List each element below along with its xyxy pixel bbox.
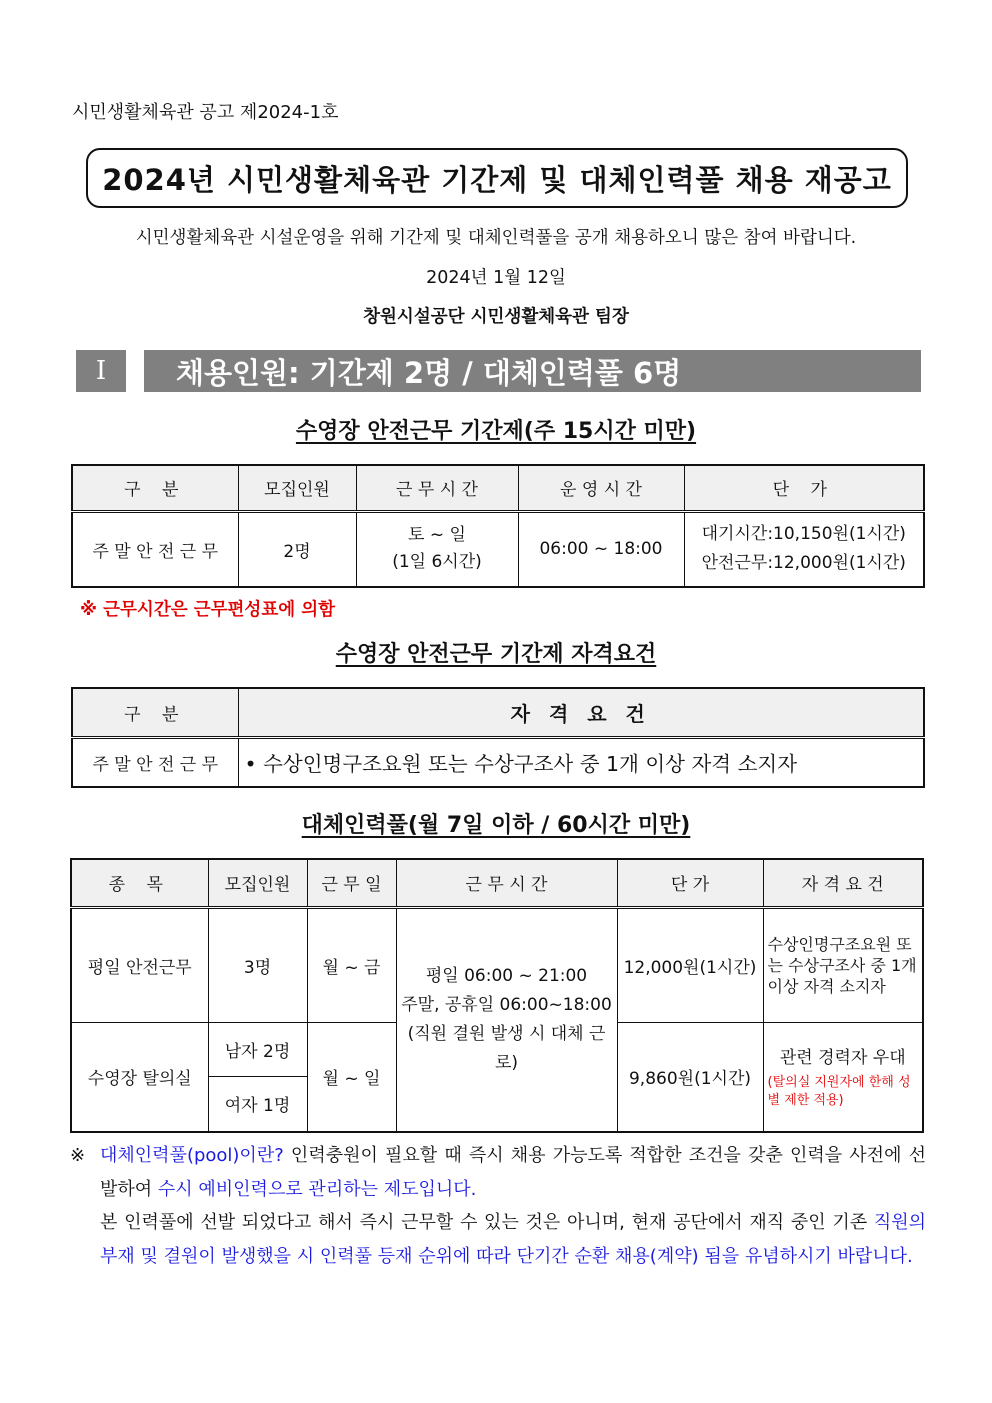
work-time-line: 주말, 공휴일 06:00~18:00 bbox=[401, 994, 612, 1015]
section-number: Ⅰ bbox=[76, 350, 126, 392]
work-time-line: 평일 06:00 ~ 21:00 bbox=[425, 965, 588, 986]
count-cell: 3명 bbox=[208, 907, 307, 1022]
requirement-cell: • 수상인명구조요원 또는 수상구조사 중 1개 이상 자격 소지자 bbox=[238, 737, 924, 787]
col-header: 모집인원 bbox=[208, 859, 307, 907]
notice-date: 2024년 1월 12일 bbox=[426, 268, 566, 288]
col-header: 구 분 bbox=[72, 688, 238, 737]
col-header: 모집인원 bbox=[238, 465, 356, 511]
col-header: 자 격 요 건 bbox=[763, 859, 923, 907]
category-cell: 주 말 안 전 근 무 bbox=[72, 511, 238, 587]
intro-text: 시민생활체육관 시설운영을 위해 기간제 및 대체인력풀을 공개 채용하오니 많은 참여 바랍니다. bbox=[135, 228, 857, 248]
work-schedule-note: ※ 근무시간은 근무편성표에 의함 bbox=[80, 600, 336, 620]
price-cell: 9,860원(1시간) bbox=[617, 1022, 763, 1132]
days-cell: 월 ~ 일 bbox=[307, 1022, 396, 1132]
days-cell: 월 ~ 금 bbox=[307, 907, 396, 1022]
table3-heading: 대체인력풀(월 7일 이하 / 60시간 미만) bbox=[301, 813, 691, 838]
price-cell bbox=[684, 511, 924, 587]
work-time-line: (1일 6시간) bbox=[392, 552, 482, 573]
table2-heading: 수영장 안전근무 기간제 자격요건 bbox=[335, 642, 657, 667]
price-cell: 12,000원(1시간) bbox=[617, 907, 763, 1022]
section-title: 채용인원: 기간제 2명 / 대체인력풀 6명 bbox=[144, 350, 921, 392]
requirement-cell bbox=[763, 1022, 923, 1132]
note-mark: ※ bbox=[70, 1145, 86, 1166]
col-header: 근 무 시 간 bbox=[356, 465, 518, 511]
count-cell: 2명 bbox=[238, 511, 356, 587]
count-cell: 여자 1명 bbox=[208, 1076, 307, 1132]
col-header: 근 무 시 간 bbox=[396, 859, 617, 907]
operating-time-cell: 06:00 ~ 18:00 bbox=[518, 511, 684, 587]
price-line: 대기시간:10,150원(1시간) bbox=[701, 524, 906, 545]
pool-emphasis: 수시 예비인력으로 관리하는 제도입니다. bbox=[157, 1178, 477, 1200]
qualification-table bbox=[71, 687, 925, 788]
substitute-pool-table bbox=[70, 858, 924, 1133]
col-header: 운 영 시 간 bbox=[518, 465, 684, 511]
col-header: 근 무 일 bbox=[307, 859, 396, 907]
work-time-line: 토 ~ 일 bbox=[408, 525, 466, 546]
work-time-cell bbox=[396, 907, 617, 1132]
work-time-line: (직원 결원 발생 시 대체 근로) bbox=[407, 1023, 606, 1073]
pool-emphasis: 직원의 부재 및 결원이 발생했을 시 인력풀 등재 순위에 따라 단기간 순환 채용(계약) 됨을 유념하시기 바랍니다. bbox=[100, 1212, 926, 1267]
work-time-cell bbox=[356, 511, 518, 587]
col-header: 종 목 bbox=[71, 859, 208, 907]
col-header: 단 가 bbox=[684, 465, 924, 511]
page-title: 2024년 시민생활체육관 기간제 및 대체인력풀 채용 재공고 bbox=[86, 148, 908, 208]
notice-number: 시민생활체육관 공고 제2024-1호 bbox=[72, 102, 339, 123]
col-header: 자 격 요 건 bbox=[238, 688, 924, 737]
table-row bbox=[71, 907, 923, 1022]
category-cell: 수영장 탈의실 bbox=[71, 1022, 208, 1132]
price-line: 안전근무:12,000원(1시간) bbox=[701, 553, 906, 574]
signature: 창원시설공단 시민생활체육관 팀장 bbox=[363, 307, 629, 327]
category-cell: 평일 안전근무 bbox=[71, 907, 208, 1022]
table-row bbox=[72, 511, 924, 587]
pool-definition-note bbox=[70, 1139, 926, 1273]
requirement-note: (탈의실 지원자에 한해 성별 제한 적용) bbox=[767, 1075, 911, 1109]
table-row bbox=[72, 737, 924, 787]
temp-worker-table bbox=[71, 464, 925, 588]
pool-text: 본 인력풀에 선발 되었다고 해서 즉시 근무할 수 있는 것은 아니며, 현재 공단에서 재직 중인 기존 bbox=[100, 1212, 874, 1233]
category-cell: 주 말 안 전 근 무 bbox=[72, 737, 238, 787]
count-cell: 남자 2명 bbox=[208, 1022, 307, 1076]
pool-term: 대체인력풀(pool)이란? bbox=[100, 1145, 284, 1166]
pool-text: 인력충원이 필요할 때 즉시 채용 가능도록 적합한 조건을 갖춘 인력을 사전에 선발하여 bbox=[100, 1145, 926, 1200]
requirement-cell: 수상인명구조요원 또는 수상구조사 중 1개 이상 자격 소지자 bbox=[763, 907, 923, 1022]
requirement-text: 관련 경력자 우대 bbox=[779, 1048, 906, 1069]
col-header: 구 분 bbox=[72, 465, 238, 511]
table1-heading: 수영장 안전근무 기간제(주 15시간 미만) bbox=[295, 419, 697, 444]
col-header: 단 가 bbox=[617, 859, 763, 907]
